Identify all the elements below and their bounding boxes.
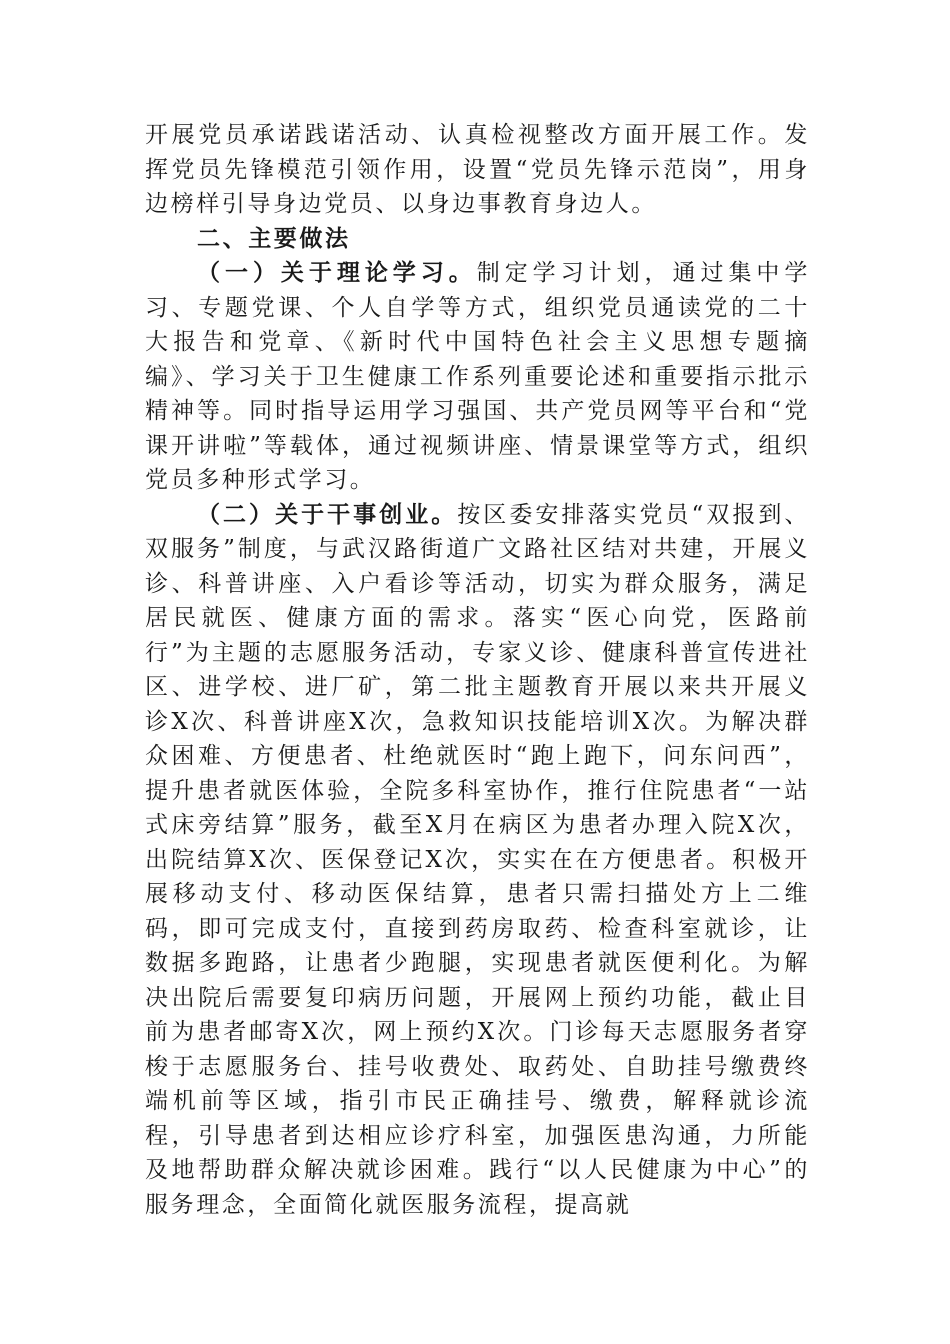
section-heading: 二、主要做法 xyxy=(197,225,351,252)
paragraph-body-theory: 制定学习计划，通过集中学习、专题党课、个人自学等方式，组织党员通读党的二十大报告和党章、《新时代中国特色社会主义思想专题摘编》、学习关于卫生健康工作系列重要论述和重要指示批示精神等。同时指导运用学习强国、共产党员网等平台和“党课开讲啦”等载体，通过视频讲座、情景课堂等方式，组织党员多种形式学习。 xyxy=(145,260,811,493)
paragraph-lead-theory: （一）关于理论学习。 xyxy=(197,260,477,286)
paragraph-body-work: 按区委安排落实党员“双报到、双服务”制度，与武汉路街道广文路社区结对共建，开展义诊、科普讲座、入户看诊等活动，切实为群众服务，满足居民就医、健康方面的需求。落实“医心向党，医路前行”为主题的志愿服务活动，专家义诊、健康科普宣传进社区、进学校、进厂矿，第二批主题教育开展以来共开展义诊X次、科普讲座X次，急救知识技能培训X次。为解决群众困难、方便患者、杜绝就医时“跑上跑下，问东问西”，提升患者就医体验，全院多科室协作，推行住院患者“一站式床旁结算”服务，截至X月在病区为患者办理入院X次，出院结算X次、医保登记X次，实实在在方便患者。积极开展移动支付、移动医保结算，患者只需扫描处方上二维码，即可完成支付，直接到药房取药、检查科室就诊，让数据多跑路，让患者少跑腿，实现患者就医便利化。为解决出院后需要复印病历问题，开展网上预约功能，截止目前为患者邮寄X次，网上预约X次。门诊每天志愿服务者穿梭于志愿服务台、挂号收费处、取药处、自助挂号缴费终端机前等区域，指引市民正确挂号、缴费，解释就诊流程，引导患者到达相应诊疗科室，加强医患沟通，力所能及地帮助群众解决就诊困难。践行“以人民健康为中心”的服务理念，全面简化就医服务流程，提高就 xyxy=(145,501,810,1218)
paragraph-intro: 开展党员承诺践诺活动、认真检视整改方面开展工作。发挥党员先锋模范引领作用，设置“党员先锋示范岗”，用身边榜样引导身边党员、以身边事教育身边人。 xyxy=(145,122,810,217)
paragraph-lead-work: （二）关于干事创业。 xyxy=(197,501,458,528)
document-page xyxy=(145,118,810,1222)
paragraph-entrepreneurship xyxy=(145,498,810,1223)
paragraph-theory-study xyxy=(145,256,810,498)
